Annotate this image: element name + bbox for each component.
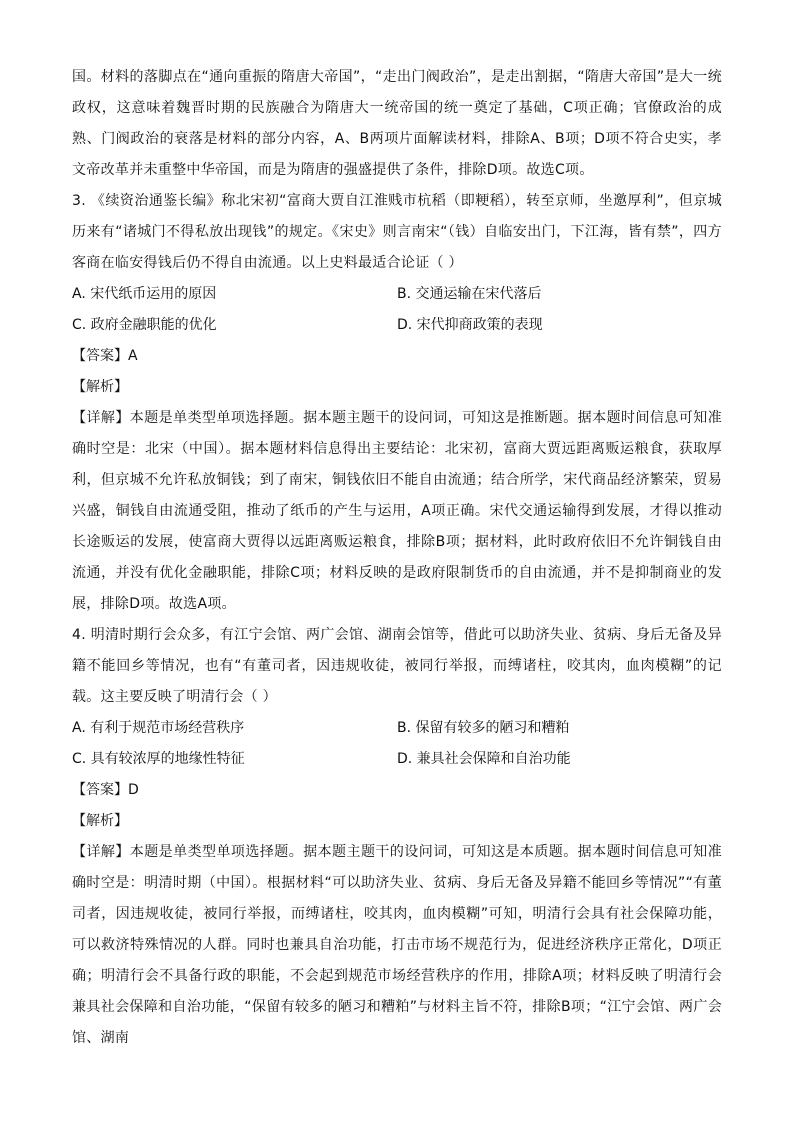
- question-3: [72, 186, 722, 620]
- option-b: B. 交通运输在宋代落后: [397, 286, 542, 302]
- option-d: D. 兼具社会保障和自治功能: [397, 751, 571, 767]
- option-a: A. 宋代纸币运用的原因: [72, 286, 217, 302]
- option-a: A. 有利于规范市场经营秩序: [72, 720, 245, 736]
- question-stem: 3. 《续资治通鉴长编》称北宋初“富商大贾自江淮贱市杭稻（即粳稻），转至京师，坐邀厚利”，但京城历来有“诸城门不得私放出现钱”的规定。《宋史》则言南宋“（钱）自临安出门，下江海，皆有禁”，四方客商在临安得钱后仍不得自由流通。以上史料最适合论证（ ）: [72, 193, 722, 271]
- detail-paragraph: 【详解】本题是单类型单项选择题。据本题主题干的设问词，可知这是推断题。据本题时间信息可知准确时空是：北宋（中国）。据本题材料信息得出主要结论：北宋初，富商大贾远距离贩运粮食，获取厚利，但京城不允许私放铜钱；到了南宋，铜钱依旧不能自由流通；结合所学，宋代商品经济繁荣，贸易兴盛，铜钱自由流通受阻，推动了纸币的产生与运用，A项正确。宋代交通运输得到发展，才得以推动长途贩运的发展，使富商大贾得以远距离贩运粮食，排除B项；据材料，此时政府依旧不允许铜钱自由流通，并没有优化金融职能，排除C项；材料反映的是政府限制货币的自由流通，并不是抑制商业的发展，排除D项。故选A项。: [72, 410, 722, 612]
- option-d: D. 宋代抑商政策的表现: [397, 317, 543, 333]
- analysis-label: 【解析】: [72, 379, 128, 395]
- detail-paragraph: 【详解】本题是单类型单项选择题。据本题主题干的设问词，可知这是本质题。据本题时间信息可知准确时空是：明清时期（中国）。根据材料“可以助济失业、贫病、身后无备及异籍不能回乡等情况”“有董司者，因违规收徒，被同行举报，而缚诸柱，咬其肉，血肉模糊”可知，明清行会具有社会保障功能，可以救济特殊情况的人群。同时也兼具自治功能，打击市场不规范行为，促进经济秩序正常化，D项正确；明清行会不具备行政的职能，不会起到规范市场经营秩序的作用，排除A项；材料反映了明清行会兼具社会保障和自治功能，“保留有较多的陋习和糟粕”与材料主旨不符，排除B项；“江宁会馆、两广会馆、湖南: [72, 844, 722, 1046]
- analysis-label: 【解析】: [72, 813, 128, 829]
- option-b: B. 保留有较多的陋习和糟粕: [397, 720, 570, 736]
- answer-line: 【答案】A: [72, 348, 138, 364]
- question-stem: 4. 明清时期行会众多，有江宁会馆、两广会馆、湖南会馆等，借此可以助济失业、贫病、身后无备及异籍不能回乡等情况，也有“有董司者，因违规收徒，被同行举报，而缚诸柱，咬其肉，血肉模糊”的记载。这主要反映了明清行会（ ）: [72, 627, 722, 705]
- answer-line: 【答案】D: [72, 782, 139, 798]
- options-group: [72, 713, 722, 775]
- option-c: C. 政府金融职能的优化: [72, 317, 217, 333]
- option-c: C. 具有较浓厚的地缘性特征: [72, 751, 245, 767]
- intro-paragraph: 国。材料的落脚点在“通向重振的隋唐大帝国”，“走出门阀政治”，是走出割据，“隋唐大帝国”是大一统政权，这意味着魏晋时期的民族融合为隋唐大一统帝国的统一奠定了基础，C项正确；官僚政治的成熟、门阀政治的衰落是材料的部分内容，A、B两项片面解读材料，排除A、B项；D项不符合史实，孝文帝改革并未重整中华帝国，而是为隋唐的强盛提供了条件，排除D项。故选C项。: [72, 69, 722, 178]
- options-group: [72, 279, 722, 341]
- question-4: [72, 620, 722, 1054]
